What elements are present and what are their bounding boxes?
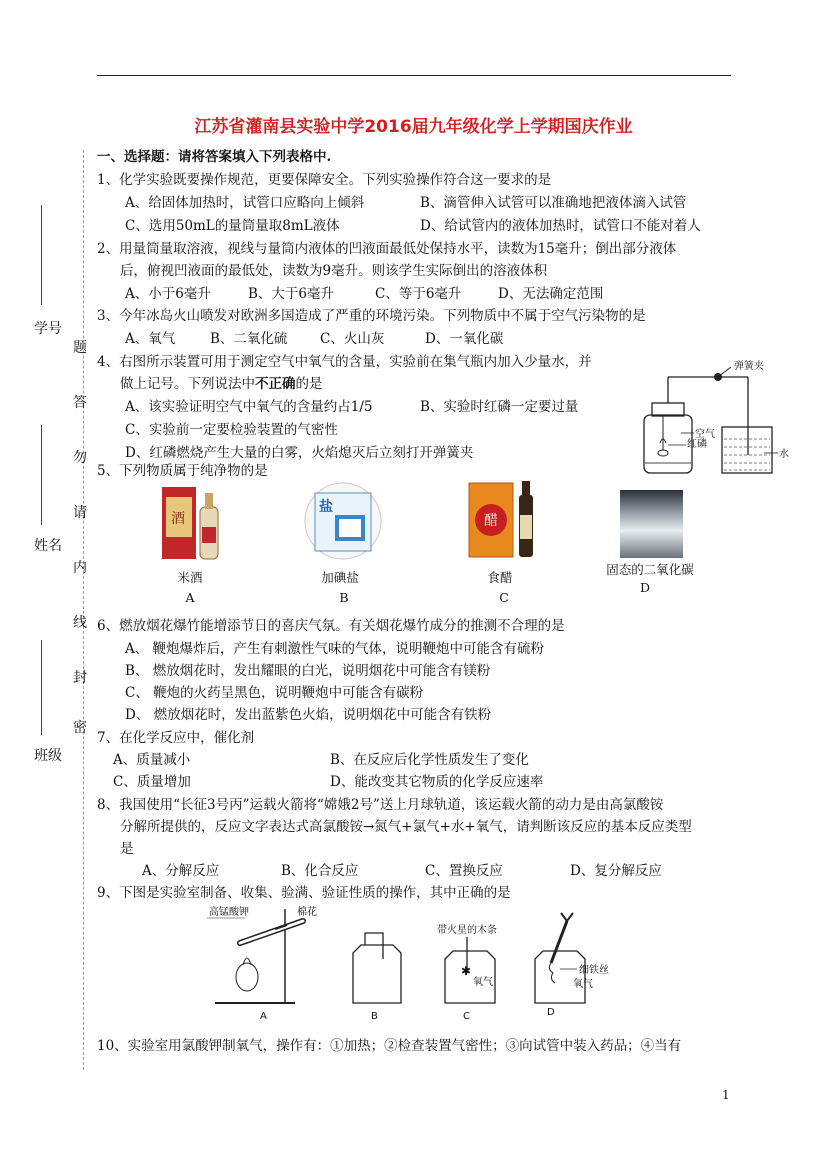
- seal-char: 题: [73, 340, 87, 356]
- item-a-letter: A: [185, 590, 195, 605]
- svg-text:✱: ✱: [461, 964, 472, 978]
- q4-stem-1: 4、右图所示装置可用于测定空气中氧气的含量，实验前在集气瓶内加入少量水，并: [97, 354, 592, 370]
- page-title: 江苏省灌南县实验中学2016届九年级化学上学期国庆作业: [194, 117, 633, 137]
- q1-option-a: A、给固体加热时，试管口应略向上倾斜: [125, 195, 365, 211]
- figure-d-iron-wire: [535, 913, 609, 1018]
- item-c-caption: 食醋: [487, 570, 513, 585]
- clip-label: 弹簧夹: [734, 361, 764, 372]
- water-label: 水: [779, 449, 789, 460]
- q7-option-b: B、在反应后化学性质发生了变化: [330, 752, 529, 768]
- seal-char: 线: [73, 615, 87, 631]
- q2-stem-2: 后，俯视凹液面的最低处，读数为9毫升。则该学生实际倒出的溶液体积: [120, 263, 548, 279]
- seal-char: 勿: [73, 450, 87, 466]
- q6-option-c: C、 鞭炮的火药呈黑色，说明鞭炮中可能含有碳粉: [125, 685, 424, 701]
- q4-stem-2: 做上记号。下列说法中不正确的是: [120, 376, 323, 392]
- q8-stem-2: 分解所提供的，反应文字表达式高氯酸铵→氮气+氯气+水+氧气，请判断该反应的基本反应类型: [120, 819, 692, 835]
- rice-wine-image: [160, 481, 222, 561]
- q4-option-c: C、实验前一定要检验装置的气密性: [125, 422, 338, 438]
- seal-char: 密: [73, 720, 87, 736]
- name-label: 姓名: [34, 538, 62, 554]
- figure-b-letter: B: [371, 1011, 378, 1022]
- wine-box-label: 酒: [171, 511, 185, 527]
- q6-option-b: B、 燃放烟花时，发出耀眼的白光，说明烟花中可能含有镁粉: [125, 663, 491, 679]
- phosphorus-label: 红磷: [687, 439, 707, 450]
- q7-option-a: A、质量减小: [113, 752, 191, 768]
- header-rule: [97, 75, 731, 76]
- q8-option-a: A、分解反应: [142, 863, 220, 879]
- q7-stem: 7、在化学反应中，催化剂: [97, 730, 255, 746]
- q8-option-c: C、置换反应: [425, 863, 503, 879]
- q4-option-b: B、实验时红磷一定要过量: [420, 399, 579, 415]
- figure-a-heating: [207, 905, 317, 1022]
- q3-option-d: D、一氧化碳: [425, 331, 504, 347]
- seal-char: 答: [73, 395, 87, 411]
- oxygen-label-c: 氧气: [473, 977, 493, 988]
- q8-stem-1: 8、我国使用“长征3号丙”运载火箭将“嫦娥2号”送上月球轨道，该运载火箭的动力是由高氯酸铵: [97, 797, 664, 813]
- item-d-letter: D: [639, 580, 651, 595]
- figure-d-letter: D: [547, 1007, 555, 1018]
- section-heading: 一、选择题：请将答案填入下列表格中.: [97, 149, 332, 165]
- item-c-letter: C: [499, 590, 509, 605]
- q4-option-a: A、该实验证明空气中氧气的含量约占1/5: [125, 399, 373, 415]
- seal-char: 内: [73, 560, 87, 576]
- q2-option-d: D、无法确定范围: [498, 286, 604, 302]
- splint-label: 带火星的木条: [437, 925, 497, 936]
- salt-bag-label: 盐: [319, 499, 333, 515]
- q3-option-a: A、氧气: [125, 331, 176, 347]
- dry-ice-image: [620, 490, 683, 558]
- vinegar-image: [465, 475, 540, 560]
- q5-stem: 5、下列物质属于纯净物的是: [97, 463, 268, 479]
- q6-option-d: D、 燃放烟花时，发出蓝紫色火焰，说明烟花中可能含有铁粉: [125, 707, 492, 723]
- q6-stem: 6、燃放烟花爆竹能增添节日的喜庆气氛。有关烟花爆竹成分的推测不合理的是: [97, 618, 565, 634]
- cotton-label: 棉花: [297, 907, 317, 918]
- q2-option-a: A、小于6毫升: [125, 286, 211, 302]
- q2-option-c: C、等于6毫升: [375, 286, 462, 302]
- item-b-letter: B: [339, 590, 349, 605]
- figure-b-bottle: [353, 933, 401, 1022]
- q9-stem: 9、下图是实验室制备、收集、验满、验证性质的操作，其中正确的是: [97, 885, 511, 901]
- q2-stem-1: 2、用量筒量取溶液，视线与量筒内液体的凹液面最低处保持水平，读数为15毫升；倒出部分液体: [97, 241, 677, 257]
- q4-option-d: D、红磷燃烧产生大量的白雾，火焰熄灭后立刻打开弹簧夹: [125, 445, 474, 461]
- q1-option-d: D、给试管内的液体加热时，试管口不能对着人: [420, 218, 701, 234]
- iron-wire-label: 细铁丝: [579, 965, 609, 976]
- q8-stem-3: 是: [120, 841, 134, 857]
- student-number-blank: [41, 205, 42, 305]
- air-label: 空气: [695, 429, 715, 440]
- q8-option-b: B、化合反应: [281, 863, 359, 879]
- q3-option-b: B、二氧化硫: [210, 331, 288, 347]
- q10-stem: 10、实验室用氯酸钾制氧气，操作有：①加热；②检查装置气密性；③向试管中装入药品；④当有: [97, 1038, 682, 1054]
- kmno4-label: 高锰酸钾: [209, 907, 249, 918]
- item-a-caption: 米酒: [177, 570, 203, 585]
- q3-option-c: C、火山灰: [320, 331, 385, 347]
- class-blank: [41, 640, 42, 735]
- q3-stem: 3、今年冰岛火山喷发对欧洲多国造成了严重的环境污染。下列物质中不属于空气污染物的是: [97, 308, 646, 324]
- item-d-caption: 固态的二氧化碳: [606, 562, 694, 577]
- figure-a-letter: A: [260, 1011, 267, 1022]
- binding-dashed-line: [83, 150, 84, 1070]
- figure-c-splint: [437, 923, 497, 1022]
- seal-char: 封: [73, 670, 87, 686]
- vinegar-box-label: 醋: [484, 513, 498, 529]
- oxygen-content-apparatus-figure: [636, 355, 796, 480]
- q7-option-c: C、质量增加: [113, 774, 191, 790]
- q1-option-c: C、选用50mL的量筒量取8mL液体: [125, 218, 340, 234]
- name-blank: [41, 425, 42, 525]
- q8-option-d: D、复分解反应: [570, 863, 662, 879]
- seal-char: 请: [73, 505, 87, 521]
- q1-stem: 1、化学实验既要操作规范，更要保障安全。下列实验操作符合这一要求的是: [97, 172, 552, 188]
- q6-option-a: A、 鞭炮爆炸后，产生有刺激性气味的气体，说明鞭炮中可能含有硫粉: [125, 641, 545, 657]
- q1-option-b: B、滴管伸入试管可以准确地把液体滴入试管: [420, 195, 687, 211]
- student-number-label: 学号: [34, 321, 62, 337]
- oxygen-label-d: 氧气: [573, 979, 593, 990]
- lab-operations-figure: [205, 903, 625, 1023]
- item-b-caption: 加碘盐: [321, 570, 359, 585]
- q7-option-d: D、能改变其它物质的化学反应速率: [330, 774, 544, 790]
- q2-option-b: B、大于6毫升: [248, 286, 335, 302]
- page-number: 1: [722, 1088, 730, 1102]
- figure-c-letter: C: [463, 1011, 470, 1022]
- class-label: 班级: [34, 748, 62, 764]
- iodized-salt-image: [301, 481, 386, 561]
